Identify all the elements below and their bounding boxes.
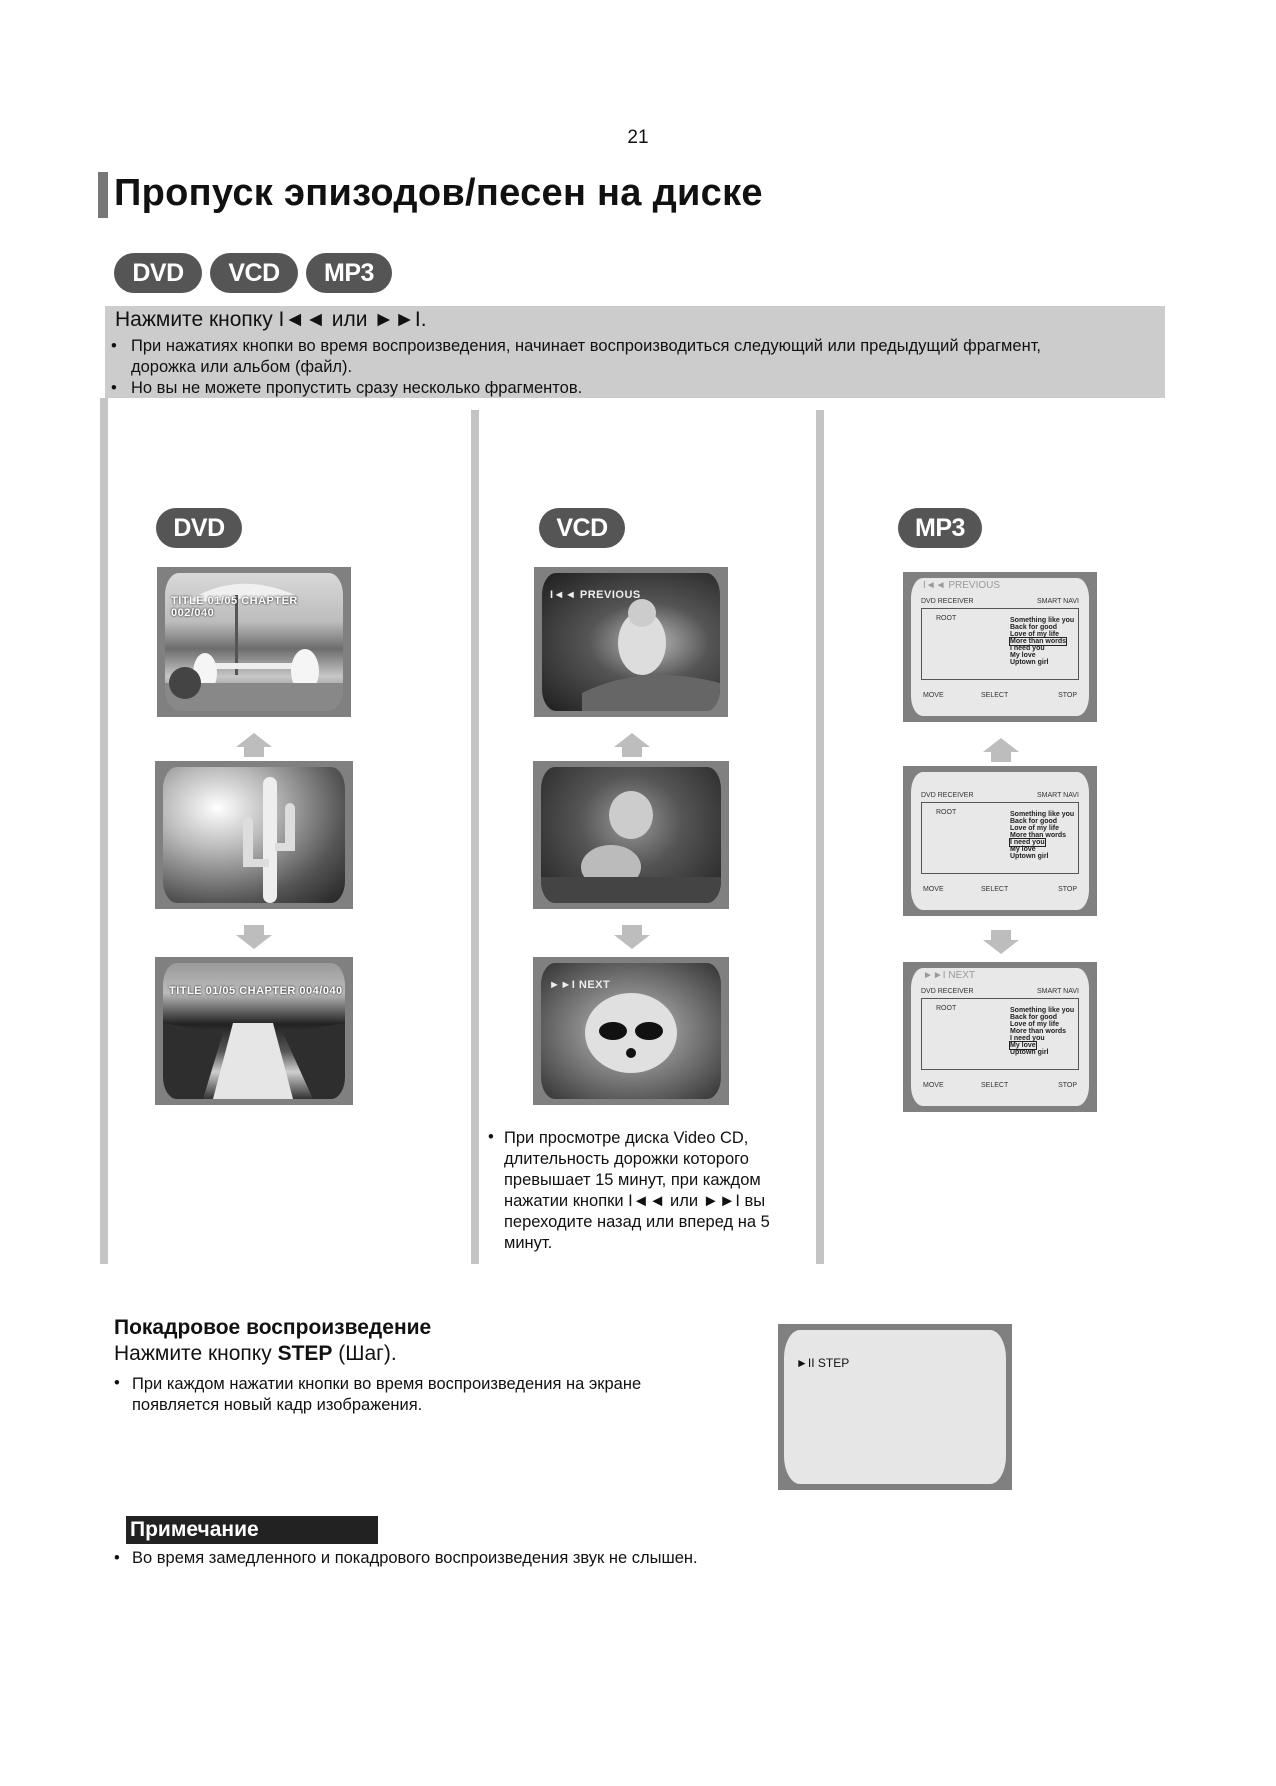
title-accent-bar (98, 172, 108, 218)
track-item[interactable]: My love (1010, 846, 1036, 853)
note-text: Во время замедленного и покадрового воспроизведения звук не слышен. (132, 1549, 698, 1567)
dvd-screen-current (155, 761, 353, 909)
bullet-dot: • (111, 379, 117, 397)
badge-vcd: VCD (210, 253, 298, 293)
track-item[interactable]: Back for good (1010, 1014, 1058, 1021)
column-divider (100, 398, 108, 1264)
track-item[interactable]: Uptown girl (1010, 853, 1049, 860)
bullet-dot: • (488, 1128, 494, 1146)
footer-stop: STOP (1058, 886, 1077, 893)
menu-mode: SMART NAVI (1036, 598, 1079, 605)
mp3-menu (911, 968, 1089, 1106)
mp3-menu (911, 772, 1089, 910)
vcd-screen-previous (534, 567, 728, 717)
mp3-osd-bottom: ►►I NEXT (923, 970, 976, 981)
instruction-panel (105, 306, 1165, 398)
cactus-image (163, 767, 345, 903)
step-instruction-suffix: (Шаг). (332, 1342, 397, 1365)
footer-move: MOVE (923, 1082, 944, 1089)
chipmunk-image (542, 573, 720, 711)
menu-mode: SMART NAVI (1036, 792, 1079, 799)
track-item-selected[interactable]: More than words (1010, 638, 1067, 645)
dvd-osd-bottom: TITLE 01/05 CHAPTER 004/040 (169, 985, 343, 997)
menu-mode: SMART NAVI (1036, 988, 1079, 995)
step-screen (778, 1324, 1012, 1490)
vcd-note-line: нажатии кнопки I◄◄ или ►►I вы (504, 1192, 766, 1210)
up-arrow-icon (983, 738, 1019, 762)
vcd-note-line: длительность дорожки которого (504, 1150, 749, 1168)
step-osd: ►II STEP (796, 1356, 850, 1370)
menu-frame (921, 802, 1079, 874)
down-arrow-icon (983, 930, 1019, 954)
dvd-screen-next (155, 957, 353, 1105)
bullet-dot: • (111, 337, 117, 355)
cactus-scene (163, 767, 345, 903)
root-folder: ROOT (936, 615, 957, 622)
step-title: Покадровое воспроизведение (114, 1316, 432, 1339)
track-item[interactable]: I need you (1010, 1035, 1045, 1042)
menu-frame (921, 998, 1079, 1070)
menu-title: DVD RECEIVER (921, 598, 974, 605)
footer-stop: STOP (1058, 692, 1077, 699)
mp3-screen-previous (903, 572, 1097, 722)
up-arrow-icon (614, 733, 650, 757)
vcd-screen-next (533, 957, 729, 1105)
track-item[interactable]: Back for good (1010, 624, 1058, 631)
waterfall-image (163, 963, 345, 1099)
vcd-note-line: превышает 15 минут, при каждом (504, 1171, 761, 1189)
instruction-bullet-2: Но вы не можете пропустить сразу несколько фрагментов. (131, 379, 583, 397)
mp3-screen-next (903, 962, 1097, 1112)
step-screen-inner (784, 1330, 1006, 1484)
footer-select: SELECT (981, 692, 1009, 699)
instruction-head: Нажмите кнопку I◄◄ или ►►I. (115, 308, 427, 331)
track-item[interactable]: Something like you (1010, 617, 1075, 624)
mp3-menu (911, 578, 1089, 716)
step-bullet (132, 1374, 641, 1416)
cheetah-image (541, 767, 721, 903)
down-arrow-icon (614, 925, 650, 949)
bullet-dot: • (114, 1374, 120, 1392)
vcd-note-line: минут. (504, 1234, 553, 1252)
menu-title: DVD RECEIVER (921, 988, 974, 995)
up-arrow-icon (236, 733, 272, 757)
track-item[interactable]: More than words (1010, 1028, 1067, 1035)
track-item[interactable]: Something like you (1010, 811, 1075, 818)
patio-image (165, 573, 343, 711)
step-bullet-line: При каждом нажатии кнопки во время воспроизведения на экране (132, 1375, 642, 1393)
track-item[interactable]: Love of my life (1010, 1021, 1060, 1028)
column-divider (471, 410, 479, 1264)
dvd-osd-top: TITLE 01/05 CHAPTER 002/040 (171, 595, 298, 619)
step-instruction-prefix: Нажмите кнопку (114, 1342, 278, 1365)
mp3-column-label: MP3 (898, 508, 982, 548)
track-item[interactable]: I need you (1010, 645, 1045, 652)
vcd-osd-top: I◄◄ PREVIOUS (550, 589, 641, 601)
track-item[interactable]: Something like you (1010, 1007, 1075, 1014)
dvd-screen-previous (157, 567, 351, 717)
note-title: Примечание (126, 1516, 378, 1544)
step-instruction (114, 1342, 397, 1366)
vcd-note-line: переходите назад или вперед на 5 (504, 1213, 770, 1231)
menu-title: DVD RECEIVER (921, 792, 974, 799)
badge-mp3: MP3 (306, 253, 392, 293)
footer-select: SELECT (981, 886, 1009, 893)
footer-move: MOVE (923, 886, 944, 893)
dvd-column-label: DVD (156, 508, 242, 548)
track-item[interactable]: More than words (1010, 832, 1067, 839)
step-bullet-line: появляется новый кадр изображения. (132, 1396, 423, 1414)
vcd-screen-current (533, 761, 729, 909)
bullet-dot: • (114, 1549, 120, 1567)
track-item-selected[interactable]: My love (1010, 1042, 1036, 1049)
track-item[interactable]: My love (1010, 652, 1036, 659)
mp3-osd-top: I◄◄ PREVIOUS (923, 580, 1001, 591)
root-folder: ROOT (936, 1005, 957, 1012)
track-item[interactable]: Uptown girl (1010, 659, 1049, 666)
root-folder: ROOT (936, 809, 957, 816)
raccoon-image (541, 963, 721, 1099)
vcd-note (504, 1128, 834, 1254)
footer-select: SELECT (981, 1082, 1009, 1089)
track-item-selected[interactable]: I need you (1010, 839, 1045, 846)
vcd-osd-bottom: ►►I NEXT (549, 979, 611, 991)
footer-stop: STOP (1058, 1082, 1077, 1089)
umbrella-scene (165, 573, 343, 711)
menu-frame (921, 608, 1079, 680)
instruction-bullet-1b: дорожка или альбом (файл). (131, 358, 353, 376)
page-title: Пропуск эпизодов/песен на диске (114, 172, 763, 214)
vcd-note-line: При просмотре диска Video CD, (504, 1129, 749, 1147)
down-arrow-icon (236, 925, 272, 949)
mp3-screen-current (903, 766, 1097, 916)
step-button-name: STEP (277, 1342, 333, 1365)
footer-move: MOVE (923, 692, 944, 699)
page-number: 21 (627, 127, 649, 148)
cheetah-scene (541, 767, 721, 903)
badge-dvd: DVD (114, 253, 202, 293)
track-item[interactable]: Uptown girl (1010, 1049, 1049, 1056)
waterfall-scene (163, 963, 345, 1099)
track-item[interactable]: Love of my life (1010, 631, 1060, 638)
track-item[interactable]: Back for good (1010, 818, 1058, 825)
vcd-column-label: VCD (539, 508, 625, 548)
instruction-bullet-1: При нажатиях кнопки во время воспроизведения, начинает воспроизводиться следующий или предыдущий фрагмент, (131, 337, 1042, 355)
track-item[interactable]: Love of my life (1010, 825, 1060, 832)
